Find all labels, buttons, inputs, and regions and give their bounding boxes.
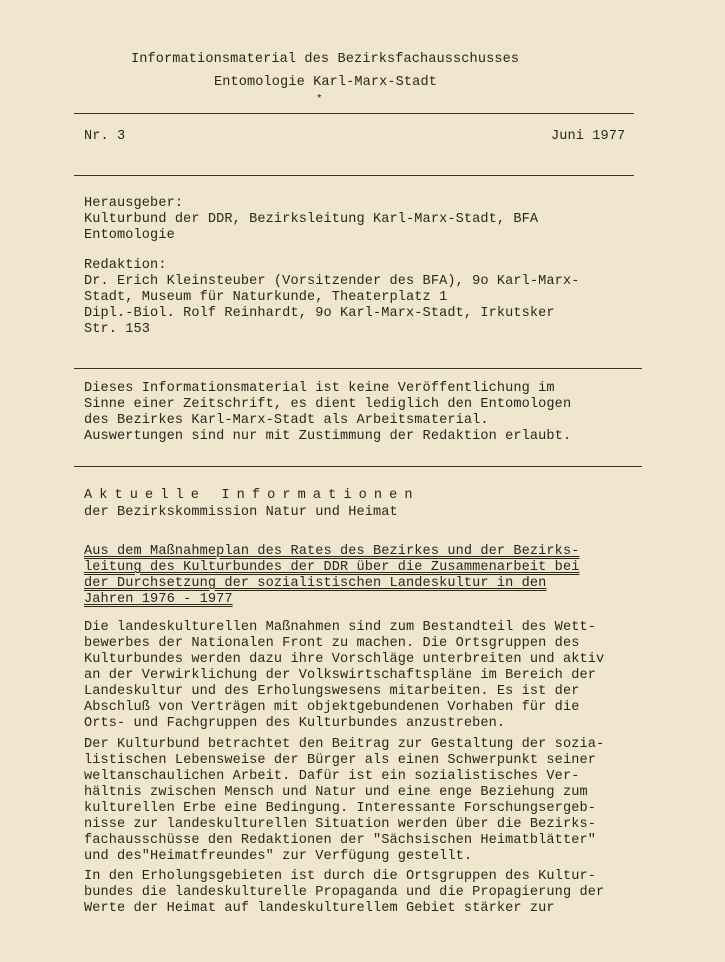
notice-line: Auswertungen sind nur mit Zustimmung der Redaktion erlaubt. (84, 429, 572, 444)
paragraph-1-line: Die landeskulturellen Maßnahmen sind zum Bestandteil des Wett- (84, 620, 596, 635)
publisher-line: Entomologie (84, 228, 175, 243)
article-heading-line: der Durchsetzung der sozialistischen Landeskultur in den (84, 576, 547, 591)
notice-line: des Bezirkes Karl-Marx-Stadt als Arbeitsmaterial. (84, 413, 489, 428)
section-title: Aktuelle Informationen (84, 488, 420, 503)
header-ornament: * (316, 94, 323, 106)
paragraph-3-line: In den Erholungsgebieten ist durch die Ortsgruppen des Kultur- (84, 869, 596, 884)
rule-before-notice (74, 368, 642, 369)
paragraph-2-line: und des"Heimatfreundes" zur Verfügung gestellt. (84, 849, 473, 864)
paragraph-3-line: bundes die landeskulturelle Propaganda und die Propagierung der (84, 885, 605, 900)
header-line-1: Informationsmaterial des Bezirksfachausschusses (131, 52, 520, 67)
paragraph-2-line: weltanschaulichen Arbeit. Dafür ist ein sozialistisches Ver- (84, 769, 580, 784)
publisher-label: Herausgeber: (84, 196, 184, 211)
issue-date: Juni 1977 (551, 129, 626, 144)
notice-line: Sinne einer Zeitschrift, es dient lediglich den Entomologen (84, 397, 572, 412)
editorial-line: Dipl.-Biol. Rolf Reinhardt, 9o Karl-Marx-Stadt, Irkutsker (84, 306, 555, 321)
paragraph-2-line: kulturellen Erbe eine Bedingung. Interessante Forschungsergeb- (84, 801, 596, 816)
rule-after-issue (74, 175, 634, 176)
notice-line: Dieses Informationsmaterial ist keine Veröffentlichung im (84, 381, 555, 396)
paragraph-1-line: Orts- und Fachgruppen des Kulturbundes anzustreben. (84, 716, 506, 731)
paragraph-1-line: Abschluß von Verträgen mit objektgebundenen Vorhaben für die (84, 700, 580, 715)
paragraph-1-line: Landeskultur und des Erholungswesens mitarbeiten. Es ist der (84, 684, 580, 699)
editorial-label: Redaktion: (84, 258, 167, 273)
paragraph-2-line: fachausschüsse den Redaktionen der "Sächsischen Heimatblätter" (84, 833, 596, 848)
paragraph-2-line: listischen Lebensweise der Bürger als einen Schwerpunkt seiner (84, 753, 596, 768)
rule-after-notice (74, 466, 642, 467)
article-heading-line: Jahren 1976 - 1977 (84, 592, 233, 607)
paragraph-2-line: nisse zur landeskulturellen Situation werden über die Bezirks- (84, 817, 596, 832)
editorial-line: Stadt, Museum für Naturkunde, Theaterplatz 1 (84, 290, 448, 305)
rule-top (74, 113, 634, 114)
editorial-line: Dr. Erich Kleinsteuber (Vorsitzender des BFA), 9o Karl-Marx- (84, 274, 580, 289)
editorial-line: Str. 153 (84, 322, 151, 337)
issue-number: Nr. 3 (84, 129, 126, 144)
publisher-line: Kulturbund der DDR, Bezirksleitung Karl-Marx-Stadt, BFA (84, 212, 539, 227)
paragraph-1-line: an der Verwirklichung der Volkswirtschaftspläne im Bereich der (84, 668, 596, 683)
section-subtitle: der Bezirkskommission Natur und Heimat (84, 505, 398, 520)
article-heading-line: leitung des Kulturbundes der DDR über die Zusammenarbeit bei (84, 560, 580, 575)
paragraph-1-line: Kulturbundes werden dazu ihre Vorschläge unterbreiten und aktiv (84, 652, 605, 667)
header-line-2: Entomologie Karl-Marx-Stadt (214, 75, 437, 90)
paragraph-3-line: Werte der Heimat auf landeskulturellem Gebiet stärker zur (84, 901, 555, 916)
paragraph-1-line: bewerbes der Nationalen Front zu machen. Die Ortsgruppen des (84, 636, 580, 651)
paragraph-2-line: Der Kulturbund betrachtet den Beitrag zur Gestaltung der sozia- (84, 737, 605, 752)
article-heading-line: Aus dem Maßnahmeplan des Rates des Bezirkes und der Bezirks- (84, 544, 580, 559)
paragraph-2-line: hältnis zwischen Mensch und Natur und eine enge Beziehung zum (84, 785, 588, 800)
